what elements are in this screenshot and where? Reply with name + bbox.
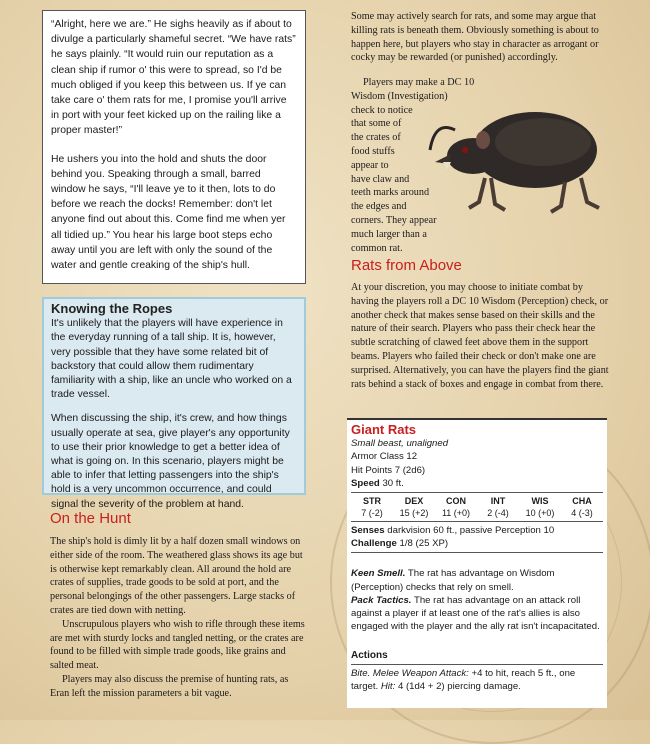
narration-paragraph-2: He ushers you into the hold and shuts the door behind you. Speaking through a small, barred window he says, “I'll leave ye to it then, lots to do before we reach the docks! Remember: don't let anyone find out about this. Come find me when yer all tidied up.” You hear his large boot steps echo away until you are left with only the sound of the water and gentle creaking of the ship's hull. [51, 153, 286, 272]
ability-value: 15 (+2) [399, 508, 429, 519]
sidebar-paragraph-1: It's unlikely that the players will have experience in the everyday running of a tall ship. It is, however, very possible that they have some related bit of backstory that could allow them rudimentary familiarity with a ship, like an uncle who worked on a trade vessel. [51, 318, 292, 401]
trait-name: Keen Smell. [351, 568, 406, 580]
knowing-the-ropes-sidebar [42, 297, 306, 510]
on-the-hunt-text [50, 535, 306, 701]
ability-value: 11 (+0) [441, 508, 471, 519]
inv-line-12: common rat. [351, 242, 403, 254]
ability-dex [394, 495, 434, 519]
inv-line-9: the edges and [351, 201, 407, 213]
action-bite [351, 667, 603, 693]
ability-name: CHA [572, 496, 592, 507]
statblock-armor-class: Armor Class 12 [351, 451, 418, 463]
divider [351, 552, 603, 553]
ability-name: WIS [531, 496, 549, 507]
inv-line-11: much larger than a [351, 228, 427, 240]
trait-keen-smell [351, 567, 603, 593]
narration-box [42, 10, 306, 284]
hunt-paragraph-3: Players may also discuss the premise of hunting rats, as Eran left the mission parameters a bit vague. [50, 673, 289, 699]
divider [351, 492, 603, 493]
ability-scores [351, 495, 603, 519]
divider [351, 521, 603, 522]
senses-label: Senses [351, 525, 385, 537]
action-text: +4 to hit, reach 5 ft., one target. [351, 667, 576, 692]
action-name: Bite. Melee Weapon Attack: [351, 667, 469, 679]
ability-cha [562, 495, 602, 519]
statblock-speed [351, 477, 603, 490]
giant-rats-statblock [347, 418, 607, 708]
ability-name: STR [363, 496, 381, 507]
ability-name: DEX [404, 496, 424, 507]
ability-value: 7 (-2) [361, 508, 383, 519]
inv-line-2: check to notice [351, 104, 413, 116]
senses-value: darkvision 60 ft., passive Perception 10 [387, 525, 555, 537]
statblock-type: Small beast, unaligned [351, 438, 449, 450]
hunt-paragraph-2: Unscrupulous players who wish to rifle through these items are met with sturdy locks and tangled netting, or the crates are found to be filled with simple trade goods, like grains and salted meat. [50, 618, 305, 672]
sidebar-paragraph-2: When discussing the ship, it's crew, and how things usually operate at sea, give player's any opportunity to use their prior knowledge to get a better idea of what is going on. In this scenario, players might be able to infer that letting passengers into the ship's hold is a very uncommon occurrence, and could signal the severity of the problem at hand. [51, 413, 290, 510]
narration-paragraph-1: “Alright, here we are.” He sighs heavily as if about to divulge a particularly shameful secret. “We have rats” he says plainly. “It would ruin our reputation as a clean ship if rumor o' this were to spread, so I'd be much obliged if you keep this between us. If ye can take care o' them rats for me, I promise you'll arrive in port with your feet kicked up on the railing like a proper master!” [51, 19, 296, 137]
speed-label: Speed [351, 477, 380, 489]
giant-rat-illustration [425, 90, 615, 220]
hunt-paragraph-1: The ship's hold is dimly lit by a half dozen small windows on either side of the room. The weathered glass shows its age but is otherwise kept remarkably clean. All around the hold are crates of supplies, trade goods to be sold at port, and the personal belongings of the other passengers. Large stacks of crates are tied down with netting. [50, 536, 303, 616]
right-column-intro [351, 10, 616, 65]
ability-name: CON [446, 496, 466, 507]
challenge-value: 1/8 (25 XP) [399, 538, 449, 550]
trait-text: The rat has advantage on Wisdom (Perception) checks that rely on smell. [351, 568, 555, 593]
trait-name: Pack Tactics. [351, 594, 412, 606]
rats-from-above-text [351, 281, 613, 391]
ability-value: 4 (-3) [571, 508, 593, 519]
rats-above-paragraph: At your discretion, you may choose to initiate combat by having the players roll a DC 10 Wisdom (Perception) check, or another check that makes sense based on their skills and the nature of their search. Players who pass their check hear the subtle scratching of clawed feet above them in the support beams. Players who failed their check or don't make one are surprised. Alternatively, you can have the players find the giant rats behind a stack of boxes and engage in combat from there. [351, 282, 609, 390]
sidebar-title: Knowing the Ropes [51, 301, 173, 316]
ability-con [436, 495, 476, 519]
inv-line-8: teeth marks around [351, 187, 430, 199]
rats-from-above-heading: Rats from Above [351, 257, 462, 274]
statblock-hit-points: Hit Points 7 (2d6) [351, 464, 426, 476]
ability-wis [520, 495, 560, 519]
ability-value: 2 (-4) [487, 508, 509, 519]
ability-str [352, 495, 392, 519]
inv-line-5: food stuffs [351, 145, 395, 157]
inv-line-3: that some of [351, 118, 402, 130]
trait-pack-tactics [351, 594, 603, 634]
actions-heading: Actions [351, 649, 603, 664]
statblock-senses [351, 524, 603, 537]
inv-line-6: appear to [351, 159, 389, 171]
inv-line-4: the crates of [351, 132, 401, 144]
statblock-challenge [351, 537, 603, 550]
speed-value: 30 ft. [382, 477, 404, 489]
statblock-name: Giant Rats [351, 422, 417, 437]
inv-line-1: Wisdom (Investigation) [351, 90, 448, 102]
trait-text: The rat has advantage on an attack roll against a player if at least one of the rat's allies is also engaged with the player and the ally rat isn't incapacitated. [351, 594, 600, 633]
ability-value: 10 (+0) [525, 508, 555, 519]
on-the-hunt-heading: On the Hunt [50, 510, 131, 527]
ability-int [478, 495, 518, 519]
ability-name: INT [490, 496, 506, 507]
inv-line-0: Players may make a DC 10 [363, 77, 475, 88]
hit-label: Hit: [380, 680, 396, 692]
inv-line-7: have claw and [351, 173, 410, 185]
inv-line-10: corners. They appear [351, 214, 437, 226]
hit-text: 4 (1d4 + 2) piercing damage. [397, 680, 521, 692]
challenge-label: Challenge [351, 538, 397, 550]
right-paragraph-1: Some may actively search for rats, and some may argue that killing rats is beneath them. Obviously something is about to happen here, but players who stay in character as arrogant or cocky may be rewarded (or punished) accordingly. [351, 11, 599, 64]
